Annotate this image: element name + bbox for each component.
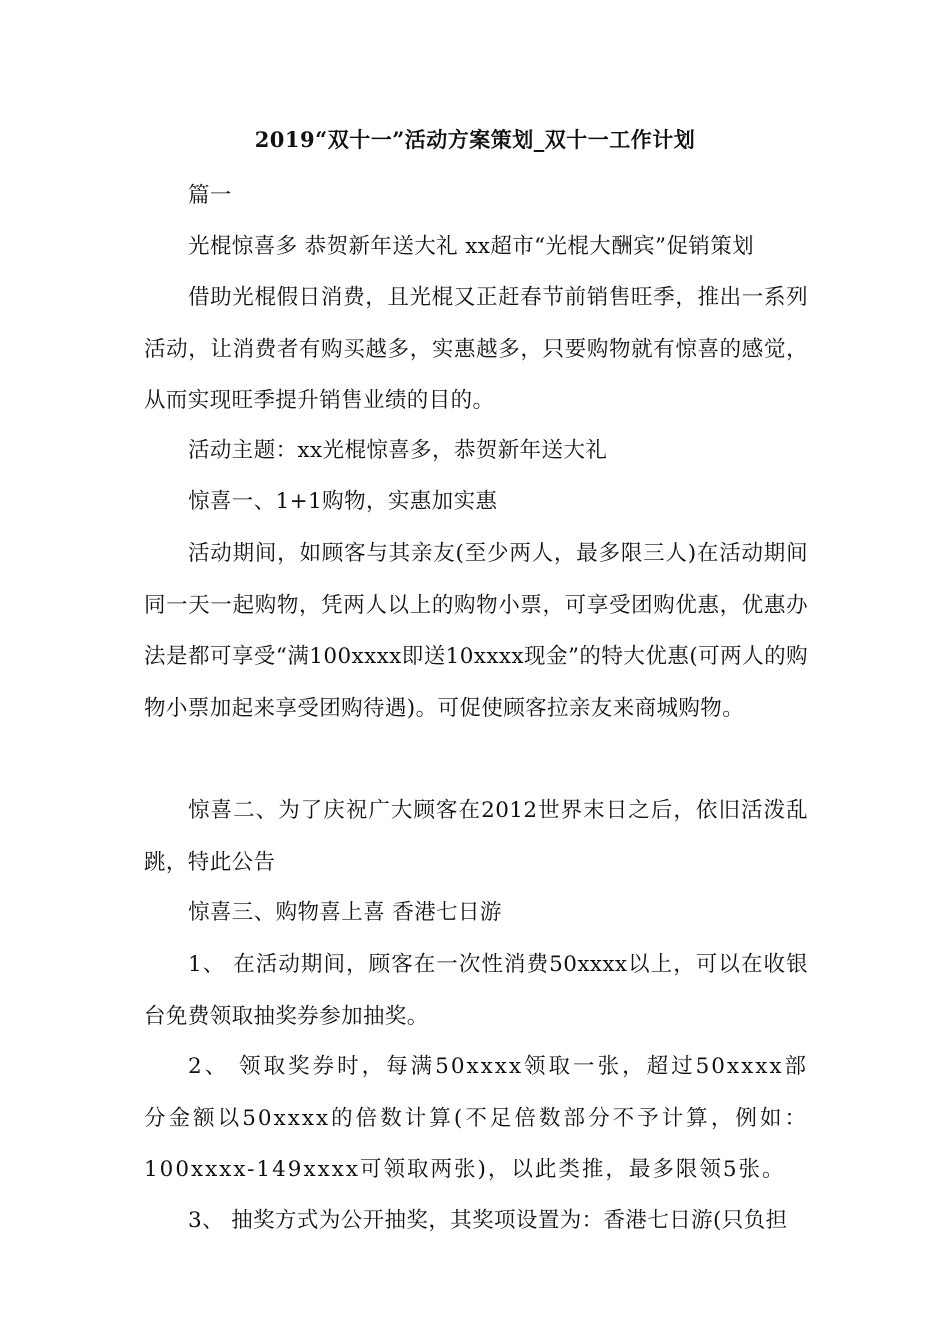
document-title: 2019“双十一”活动方案策划_双十一工作计划 xyxy=(254,127,696,152)
paragraph-rule-two: 2、 领取奖券时，每满50xxxx领取一张，超过50xxxx部分金额以50xxxx的倍数计算(不足倍数部分不予计算，例如：100xxxx-149xxxx可领取两张)，以此类推，最多限领5张。 xyxy=(144,1054,808,1182)
paragraph-section-label: 篇一 xyxy=(188,183,232,208)
paragraph-subtitle: 光棍惊喜多 恭贺新年送大礼 xx超市“光棍大酬宾”促销策划 xyxy=(188,234,755,259)
paragraph-surprise-three-heading: 惊喜三、购物喜上喜 香港七日游 xyxy=(188,900,502,925)
paragraph-surprise-one-body: 活动期间，如顾客与其亲友(至少两人，最多限三人)在活动期间同一天一起购物，凭两人以上的购物小票，可享受团购优惠，优惠办法是都可享受“满100xxxx即送10xxxx现金”的特大优惠(可两人的购物小票加起来享受团购待遇)。可促使顾客拉亲友来商城购物。 xyxy=(144,541,808,721)
paragraph-surprise-two: 惊喜二、为了庆祝广大顾客在2012世界末日之后，依旧活泼乱跳，特此公告 xyxy=(144,798,808,875)
paragraph-rule-one: 1、 在活动期间，顾客在一次性消费50xxxx以上，可以在收银台免费领取抽奖券参加抽奖。 xyxy=(144,952,808,1029)
paragraph-rule-three: 3、 抽奖方式为公开抽奖，其奖项设置为：香港七日游(只负担 xyxy=(188,1208,788,1233)
paragraph-theme: 活动主题：xx光棍惊喜多，恭贺新年送大礼 xyxy=(188,438,608,463)
paragraph-surprise-one-heading: 惊喜一、1+1购物，实惠加实惠 xyxy=(188,489,498,514)
paragraph-intro: 借助光棍假日消费，且光棍又正赶春节前销售旺季，推出一系列活动，让消费者有购买越多，实惠越多，只要购物就有惊喜的感觉，从而实现旺季提升销售业绩的目的。 xyxy=(144,285,808,413)
